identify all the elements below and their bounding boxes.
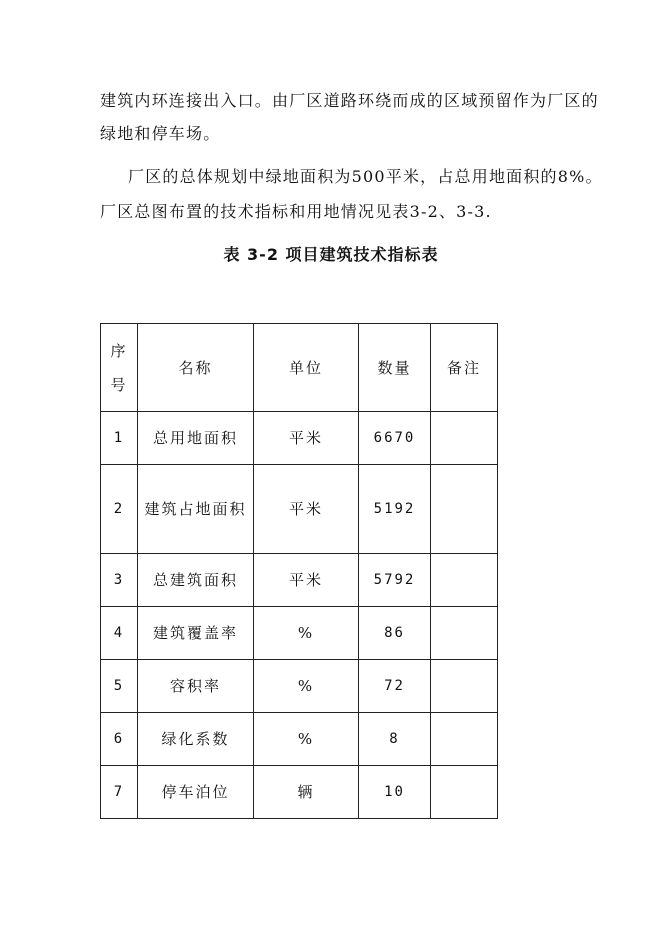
cell-qty: 72	[359, 660, 431, 713]
header-seq: 序号	[101, 324, 138, 412]
table-row	[101, 660, 498, 713]
cell-remark	[431, 766, 498, 819]
cell-seq: 2	[101, 465, 138, 554]
cell-qty: 8	[359, 713, 431, 766]
cell-remark	[431, 713, 498, 766]
cell-qty: 10	[359, 766, 431, 819]
paragraph-2	[100, 159, 610, 229]
header-name: 名称	[138, 324, 254, 412]
cell-remark	[431, 465, 498, 554]
cell-seq: 4	[101, 607, 138, 660]
table-caption: 表 3-2 项目建筑技术指标表	[223, 245, 439, 264]
cell-name: 总用地面积	[138, 412, 254, 465]
cell-name: 容积率	[138, 660, 254, 713]
cell-remark	[431, 554, 498, 607]
cell-qty: 5792	[359, 554, 431, 607]
cell-remark	[431, 412, 498, 465]
table-row	[101, 554, 498, 607]
cell-remark	[431, 607, 498, 660]
cell-qty: 86	[359, 607, 431, 660]
cell-name: 绿化系数	[138, 713, 254, 766]
header-remark: 备注	[431, 324, 498, 412]
table-row	[101, 766, 498, 819]
cell-unit: %	[254, 607, 359, 660]
cell-qty: 6670	[359, 412, 431, 465]
cell-seq: 7	[101, 766, 138, 819]
table-row	[101, 607, 498, 660]
header-unit: 单位	[254, 324, 359, 412]
table-row	[101, 465, 498, 554]
cell-seq: 3	[101, 554, 138, 607]
cell-unit: 平米	[254, 465, 359, 554]
cell-unit: 平米	[254, 412, 359, 465]
cell-unit: 辆	[254, 766, 359, 819]
cell-unit: 平米	[254, 554, 359, 607]
paragraph-2-text: 厂区的总体规划中绿地面积为500平米，占总用地面积的8%。厂区总图布置的技术指标和用地情况见表3-2、3-3.	[100, 167, 603, 221]
table-header-row	[101, 324, 498, 412]
cell-seq: 6	[101, 713, 138, 766]
cell-unit: %	[254, 660, 359, 713]
table-row	[101, 713, 498, 766]
technical-indicators-table	[100, 323, 498, 819]
cell-unit: %	[254, 713, 359, 766]
cell-name: 总建筑面积	[138, 554, 254, 607]
cell-name: 建筑占地面积	[138, 465, 254, 554]
cell-seq: 5	[101, 660, 138, 713]
cell-remark	[431, 660, 498, 713]
cell-name: 停车泊位	[138, 766, 254, 819]
cell-qty: 5192	[359, 465, 431, 554]
cell-seq: 1	[101, 412, 138, 465]
header-qty: 数量	[359, 324, 431, 412]
table-row	[101, 412, 498, 465]
cell-name: 建筑覆盖率	[138, 607, 254, 660]
paragraph-1: 建筑内环连接出入口。由厂区道路环绕而成的区域预留作为厂区的绿地和停车场。	[100, 91, 599, 143]
